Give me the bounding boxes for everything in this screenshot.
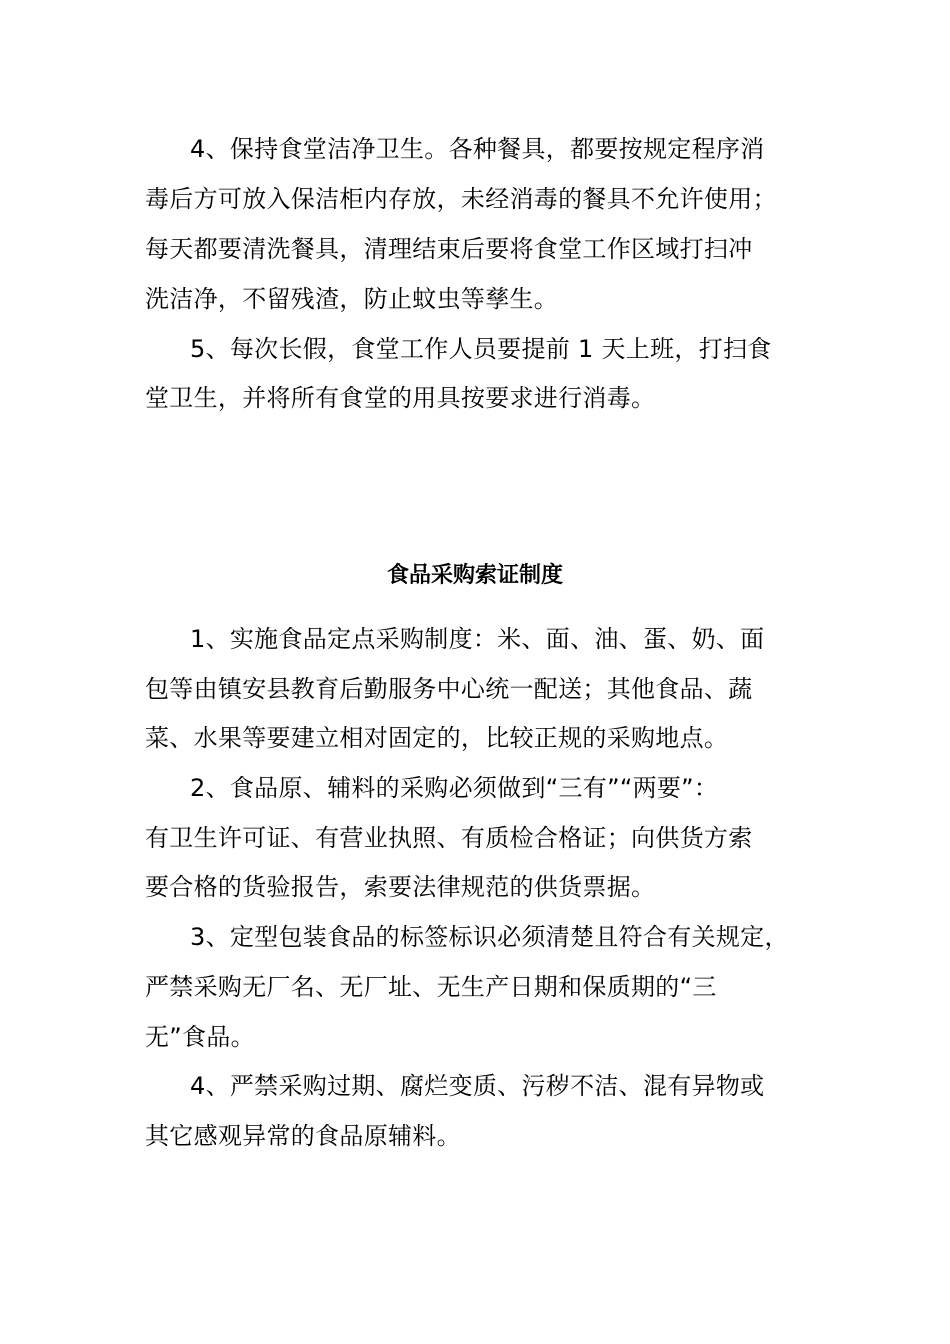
text-line: 其它感观异常的食品原辅料。 (145, 1122, 461, 1150)
text-line: 每天都要清洗餐具，清理结束后要将食堂工作区域打扫冲 (145, 235, 753, 263)
section-title: 食品采购索证制度 (386, 563, 563, 588)
text-line: 1、实施食品定点采购制度：米、面、油、蛋、奶、面 (190, 625, 765, 653)
text-line: 4、严禁采购过期、腐烂变质、污秽不洁、混有异物或 (190, 1072, 765, 1100)
text-line: 无”食品。 (145, 1023, 255, 1051)
text-line: 包等由镇安县教育后勤服务中心统一配送；其他食品、蔬 (145, 675, 753, 703)
text-line: 2、食品原、辅料的采购必须做到“三有”“两要”： (190, 774, 719, 802)
text-line: 有卫生许可证、有营业执照、有质检合格证；向供货方索 (145, 824, 753, 852)
text-line: 毒后方可放入保洁柜内存放，未经消毒的餐具不允许使用； (145, 185, 777, 213)
text-line: 堂卫生，并将所有食堂的用具按要求进行消毒。 (145, 384, 656, 412)
text-line: 严禁采购无厂名、无厂址、无生产日期和保质期的“三 (145, 973, 717, 1001)
text-line: 4、保持食堂洁净卫生。各种餐具，都要按规定程序消 (190, 135, 765, 163)
text-line: 洗洁净，不留残渣，防止蚊虫等孳生。 (145, 285, 559, 313)
text-line: 要合格的货验报告，索要法律规范的供货票据。 (145, 873, 656, 901)
text-line: 菜、水果等要建立相对固定的，比较正规的采购地点。 (145, 724, 729, 752)
text-line: 3、定型包装食品的标签标识必须清楚且符合有关规定， (190, 923, 789, 951)
text-line: 5、每次长假，食堂工作人员要提前 1 天上班，打扫食 (190, 335, 772, 363)
